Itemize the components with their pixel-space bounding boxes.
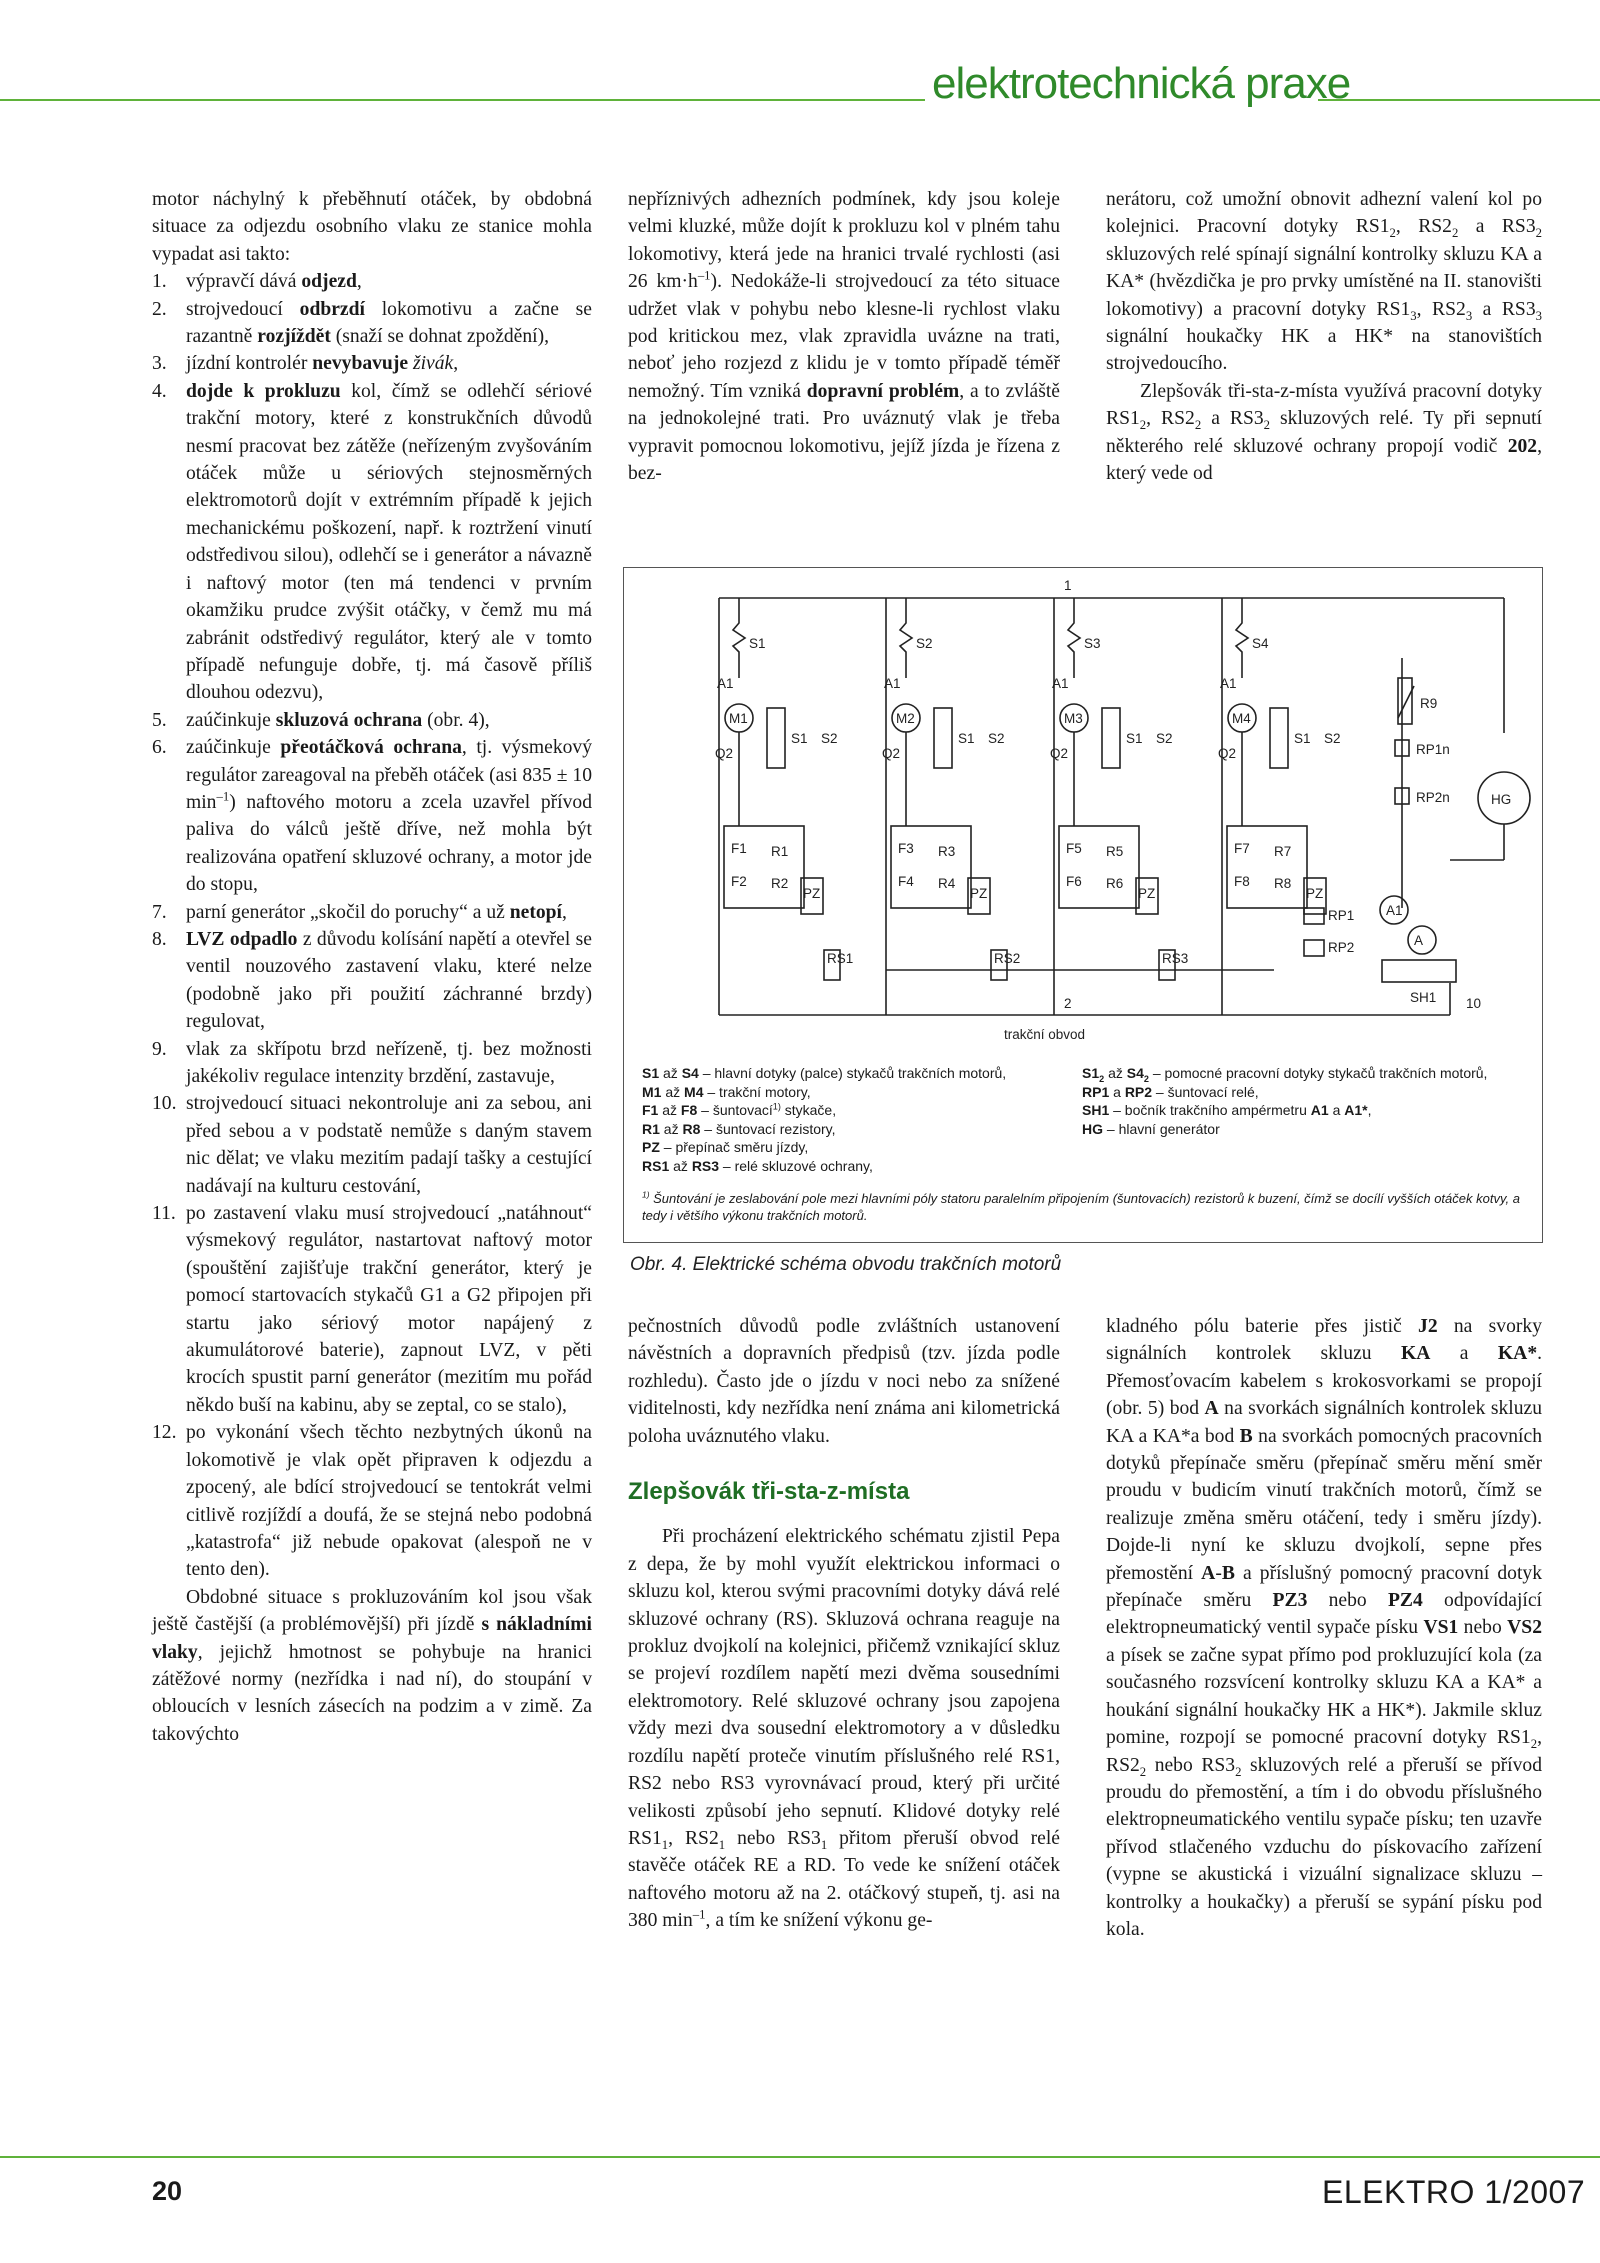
svg-text:S2: S2 [916, 636, 933, 651]
numbered-list [152, 268, 592, 1584]
svg-text:RP1n: RP1n [1416, 742, 1450, 757]
svg-text:S1: S1 [749, 636, 766, 651]
col1-outro: Obdobné situace s prokluzováním kol jsou však ještě častější (a problémovější) při jízdě s nákladními vlaky, jejichž hmotnost se pohybuje na hranici zátěžové normy (nezřídka i nad ní), do stoupání v obloucích v lesních zásecích na podzim a v zimě. Za takovýchto [152, 1586, 592, 1745]
list-item-number: 10. [152, 1093, 177, 1115]
section-heading: Zlepšovák tři-sta-z-místa [628, 1478, 910, 1506]
svg-text:F2: F2 [731, 874, 747, 889]
list-item [152, 350, 592, 377]
list-item [152, 1200, 592, 1419]
svg-text:M4: M4 [1232, 711, 1251, 726]
svg-text:PZ: PZ [1138, 886, 1156, 901]
column-2-top [628, 186, 1060, 487]
figure-footnote: $^{1)}$ Šuntování je zeslabování pole mezi hlavními póly statoru paralelním připojením (šuntovacích) rezistorů k buzení, čímž se docílí vyšších otáček kotvy, a tedy i většího výkonu trakčních motorů. [642, 1189, 1520, 1223]
list-item [152, 707, 592, 734]
svg-text:RP2n: RP2n [1416, 790, 1450, 805]
svg-text:RP1: RP1 [1328, 908, 1355, 923]
column-1 [152, 186, 592, 1748]
list-item-number: 4. [152, 380, 167, 402]
list-item-number: 9. [152, 1038, 167, 1060]
svg-text:SH1: SH1 [1410, 990, 1437, 1005]
list-item-text: parní generátor „skočil do poruchy“ a už netopí, [186, 901, 567, 923]
list-item-number: 6. [152, 737, 167, 759]
list-item-number: 1. [152, 271, 167, 293]
list-item [152, 1419, 592, 1583]
circuit-figure [623, 567, 1543, 1243]
svg-text:RS3: RS3 [1162, 951, 1189, 966]
svg-text:F7: F7 [1234, 841, 1250, 856]
col3-bottom-paragraph: kladného pólu baterie přes jistič J2 na svorky signálních kontrolek skluzu KA a KA*. Přemosťovacím kabelem s krokosvorkami se propojí (obr. 5) bod A na svorkách signálních kontrolek skluzu KA a KA*a bod B na svorkách pomocných pracovních dotyků přepínače směru (přepínač směru mění směr proudu v budicím vinutí trakčních motorů, čímž se realizuje změna směru otáčení, tedy i směru jízdy). Dojde-li nyní ke skluzu dvojkolí, sepne přes přemostění A-B a příslušný pomocný pracovní dotyk přepínače směru PZ3 nebo PZ4 odpovídající elektropneumatický ventil sypače písku VS1 nebo VS2 a písek se začne sypat přímo pod prokluzující kola (za současného rozsvícení kontrolky skluzu KA a KA* a houkání signální houkačky HK a HK*). Jakmile skluz pomine, rozpojí se pomocné pracovní dotyky $RS1_2$, $RS2_2$ nebo $RS3_2$ skluzových relé a přeruší se přívod proudu do přemostění, a tím i do obvodu příslušného elektropneumatického ventilu sypače písku; ten uzavře přívod stlačeného vzduchu do pískovacího zařízení (vypne se akustická i vizuální signalizace skluzu – kontrolky a houkačky) a přeruší se sypání písku pod kola. [1106, 1316, 1543, 1940]
list-item-text: dojde k prokluzu kol, čímž se odlehčí sériové trakční motory, které z konstrukčních důvodů nesmí pracovat bez zátěže (neřízeným zvyšováním otáček může u sériových stejnosměrných elektromotorů dojít v extrémním případě k jejich mechanickému poškození, např. k roztržení vinutí odstředivou silou), odlehčí se i generátor a návazně i naftový motor (ten má tendenci v prvním okamžiku prudce zvýšit otáčky, v čemž mu má zabránit odstředivý regulátor, který ale v tomto případě nefunguje dobře, tj. má časově příliš dlouhou odezvu), [186, 380, 592, 704]
figure-caption: Obr. 4. Elektrické schéma obvodu trakčních motorů [630, 1254, 1062, 1275]
list-item-text: zaúčinkuje přeotáčková ochrana, tj. výsmekový regulátor zareagoval na přeběh otáček (asi 835 ± 10 $\min^{-1}$) naftového motoru a zcela uzavřel přívod paliva do válců ještě dříve, než mohla být realizována opatření skluzové ochrany, a motor jde do stopu, [186, 737, 593, 896]
magazine-issue: ELEKTRO 1/2007 [1322, 2174, 1586, 2210]
svg-text:Q2: Q2 [1050, 746, 1069, 761]
svg-text:HG: HG [1491, 792, 1512, 807]
svg-text:10: 10 [1466, 996, 1482, 1011]
svg-text:RS1: RS1 [827, 951, 854, 966]
col2-top-paragraph: nepříznivých adhezních podmínek, kdy jsou koleje velmi kluzké, může dojít k prokluzu kol v plném tahu lokomotivy, která jede na hranici trvalé rychlosti (asi 26 $km\cdot h^{-1}$). Nedokáže-li strojvedoucí za této situace udržet vlak v pohybu nebo klesne-li rychlost vlaku pod kritickou mez, vlak zpravidla uvázne na trati, neboť jeho rozjezd z klidu je v tomto případě téměř nemožný. Tím vzniká dopravní problém, a to zvláště na jednokolejné trati. Pro uváznutý vlak je třeba vypravit pomocnou lokomotivu, jejíž jízda je řízena z bez- [628, 189, 1060, 485]
col1-intro: motor náchylný k přeběhnutí otáček, by obdobná situace za odjezdu osobního vlaku ze stanice mohla vypadat asi takto: [152, 189, 592, 265]
svg-text:S1: S1 [958, 731, 975, 746]
header-rule-right [1318, 99, 1600, 101]
list-item-number: 11. [152, 1203, 176, 1225]
svg-text:M3: M3 [1064, 711, 1083, 726]
svg-text:S4: S4 [1252, 636, 1269, 651]
svg-text:A1: A1 [717, 676, 734, 691]
column-3-top [1106, 186, 1542, 487]
svg-text:S1: S1 [1294, 731, 1311, 746]
svg-text:Q2: Q2 [715, 746, 734, 761]
svg-text:A1: A1 [1386, 903, 1403, 918]
list-item-number: 8. [152, 928, 167, 950]
svg-text:S2: S2 [1324, 731, 1341, 746]
svg-text:R9: R9 [1420, 696, 1438, 711]
svg-text:M1: M1 [729, 711, 748, 726]
svg-text:2: 2 [1064, 996, 1072, 1011]
svg-text:1: 1 [1064, 578, 1072, 593]
list-item-text: LVZ odpadlo z důvodu kolísání napětí a otevřel se ventil nouzového zastavení vlaku, které nelze (podobně jako při použití záchranné brzdy) regulovat, [186, 928, 592, 1033]
svg-text:R1: R1 [771, 844, 789, 859]
svg-text:R2: R2 [771, 876, 789, 891]
section-title: elektrotechnická praxe [932, 59, 1351, 108]
list-item [152, 1036, 592, 1091]
list-item-text: výpravčí dává odjezd, [186, 271, 362, 293]
svg-text:R4: R4 [938, 876, 956, 891]
list-item [152, 899, 592, 926]
footer-rule [0, 2156, 1600, 2158]
svg-text:S2: S2 [821, 731, 838, 746]
list-item-number: 3. [152, 353, 167, 375]
svg-text:Q2: Q2 [1218, 746, 1237, 761]
column-3-bottom [1106, 1313, 1542, 1943]
svg-text:A1: A1 [1220, 676, 1237, 691]
svg-text:Q2: Q2 [882, 746, 901, 761]
svg-text:F8: F8 [1234, 874, 1250, 889]
svg-text:S2: S2 [988, 731, 1005, 746]
list-item-number: 2. [152, 298, 167, 320]
list-item-text: strojvedoucí situaci nekontroluje ani za sebou, ani před sebou a v podstatě nemůže s daným stavem nic dělat; ve vlaku mezitím padají tašky a cestující nadávají na kulturu cestování, [186, 1093, 592, 1197]
svg-text:F1: F1 [731, 841, 747, 856]
svg-text:PZ: PZ [970, 886, 988, 901]
svg-text:PZ: PZ [803, 886, 821, 901]
list-item [152, 296, 592, 351]
svg-text:S3: S3 [1084, 636, 1101, 651]
svg-text:A1: A1 [884, 676, 901, 691]
list-item [152, 1090, 592, 1200]
page-number: 20 [152, 2176, 183, 2206]
list-item-number: 7. [152, 901, 167, 923]
svg-text:R3: R3 [938, 844, 956, 859]
svg-text:M2: M2 [896, 711, 915, 726]
circuit-diagram [624, 568, 1542, 1058]
list-item [152, 378, 592, 707]
header-rule-left [0, 99, 925, 101]
svg-text:R5: R5 [1106, 844, 1124, 859]
legend-left: S1 až S4 – hlavní dotyky (palce) stykačů trakčních motorů, M1 až M4 – trakční motory, F1 až F8 – šuntovací$^{1)}$ stykače, R1 až R8 – šuntovací rezistory, PZ – přepínač směru jízdy, RS1 až RS3 – relé skluzové ochrany, [642, 1065, 1007, 1174]
svg-text:RP2: RP2 [1328, 940, 1355, 955]
svg-text:R7: R7 [1274, 844, 1292, 859]
list-item-text: jízdní kontrolér nevybavuje živák, [186, 353, 459, 375]
list-item-text: po vykonání všech těchto nezbytných úkonů na lokomotivě je vlak opět připraven k odjezdu a zpocený, ale bdící strojvedoucí se tentokrát velmi citlivě rozjíždí a doufá, že se stejná nebo podobná „katastrofa“ již nebude opakovat (alespoň ne v tento den). [186, 1422, 592, 1581]
col2-bottom-paragraph-1: pečnostních důvodů podle zvláštních ustanovení návěstních a dopravních předpisů (tzv. jízda podle rozhledu). Často jde o jízdu v noci nebo za snížené viditelnosti, kdy nezřídka není známa ani kilometrická poloha uváznutého vlaku. [628, 1316, 1060, 1447]
list-item-text: po zastavení vlaku musí strojvedoucí „natáhnout“ výsmekový regulátor, nastartovat naftový motor (spouštění zajišťuje trakční generátor, který je pomocí startovacích stykačů G1 a G2 připojen při startu jako sériový motor napájený z akumulátorové baterie), zapnout LVZ, v pěti krocích spustit parní generátor (mezitím mu pořád někdo buší na kabinu, aby se zeptal, co se stalo), [186, 1203, 592, 1416]
circuit-label: trakční obvod [1004, 1027, 1086, 1042]
svg-text:S2: S2 [1156, 731, 1173, 746]
svg-text:RS2: RS2 [994, 951, 1021, 966]
legend-right: $S1_2$ až $S4_2$ – pomocné pracovní dotyky stykačů trakčních motorů, RP1 a RP2 – šuntovací relé, SH1 – bočník trakčního ampérmetru A1 a A1*, HG – hlavní generátor [1082, 1065, 1488, 1137]
svg-text:A1: A1 [1052, 676, 1069, 691]
list-item-number: 5. [152, 709, 167, 731]
svg-text:R6: R6 [1106, 876, 1124, 891]
svg-text:A: A [1414, 933, 1424, 948]
col3-top-paragraph-2: Zlepšovák tři-sta-z-místa využívá pracovní dotyky $RS1_2$, $RS2_2$ a $RS3_2$ skluzových relé. Ty při sepnutí některého relé skluzové ochrany propojí vodič 202, který vede od [1106, 380, 1542, 485]
list-item-text: strojvedoucí odbrzdí lokomotivu a začne se razantně rozjíždět (snaží se dohnat zpoždění), [186, 298, 592, 348]
svg-text:F4: F4 [898, 874, 914, 889]
list-item-text: vlak za skřípotu brzd neřízeně, tj. bez možnosti jakékoliv regulace intenzity brzdění, zastavuje, [186, 1038, 592, 1087]
svg-text:F5: F5 [1066, 841, 1082, 856]
list-item-text: zaúčinkuje skluzová ochrana (obr. 4), [186, 709, 490, 731]
col3-top-paragraph-1: nerátoru, což umožní obnovit adhezní valení kol po kolejnici. Pracovní dotyky $RS1_2$, $RS2_2$ a $RS3_2$ skluzových relé spínají signální kontrolky skluzu KA a KA* (hvězdička je pro prvky umístěné na II. stanovišti lokomotivy) a pracovní dotyky $RS1_3$, $RS2_3$ a $RS3_3$ signální houkačky HK a HK* na stanovištích strojvedoucího. [1106, 189, 1543, 375]
list-item [152, 734, 592, 898]
column-2-bottom [628, 1313, 1060, 1935]
list-item [152, 926, 592, 1036]
col2-bottom-paragraph-2: Při procházení elektrického schématu zjistil Pepa z depa, že by mohl využít elektrickou informaci o skluzu kol, kterou svými pracovními dotyky dává relé skluzové ochrany (RS). Skluzová ochrana reaguje na prokluz dvojkolí na kolejnici, přičemž vznikající skluz se projeví rozdílem napětí mezi dvěma sousedními elektromotory. Relé skluzové ochrany jsou zapojena vždy mezi dva sousední elektromotory a v důsledku rozdílu napětí proteče vinutím příslušného relé RS1, RS2 nebo RS3 vyrovnávací proud, který při určité velikosti způsobí jeho sepnutí. Klidové dotyky relé $RS1_1$, $RS2_1$ nebo $RS3_1$ přitom přeruší obvod relé stavěče otáček RE a RD. To vede ke snížení otáček naftového motoru až na 2. otáčkový stupeň, tj. asi na 380 $\min^{-1}$, a tím ke snížení výkonu ge- [628, 1526, 1060, 1932]
svg-text:F3: F3 [898, 841, 914, 856]
svg-text:F6: F6 [1066, 874, 1082, 889]
svg-text:R8: R8 [1274, 876, 1292, 891]
svg-text:PZ: PZ [1306, 886, 1324, 901]
svg-text:S1: S1 [1126, 731, 1143, 746]
list-item [152, 268, 592, 295]
list-item-number: 12. [152, 1422, 177, 1444]
svg-text:S1: S1 [791, 731, 808, 746]
